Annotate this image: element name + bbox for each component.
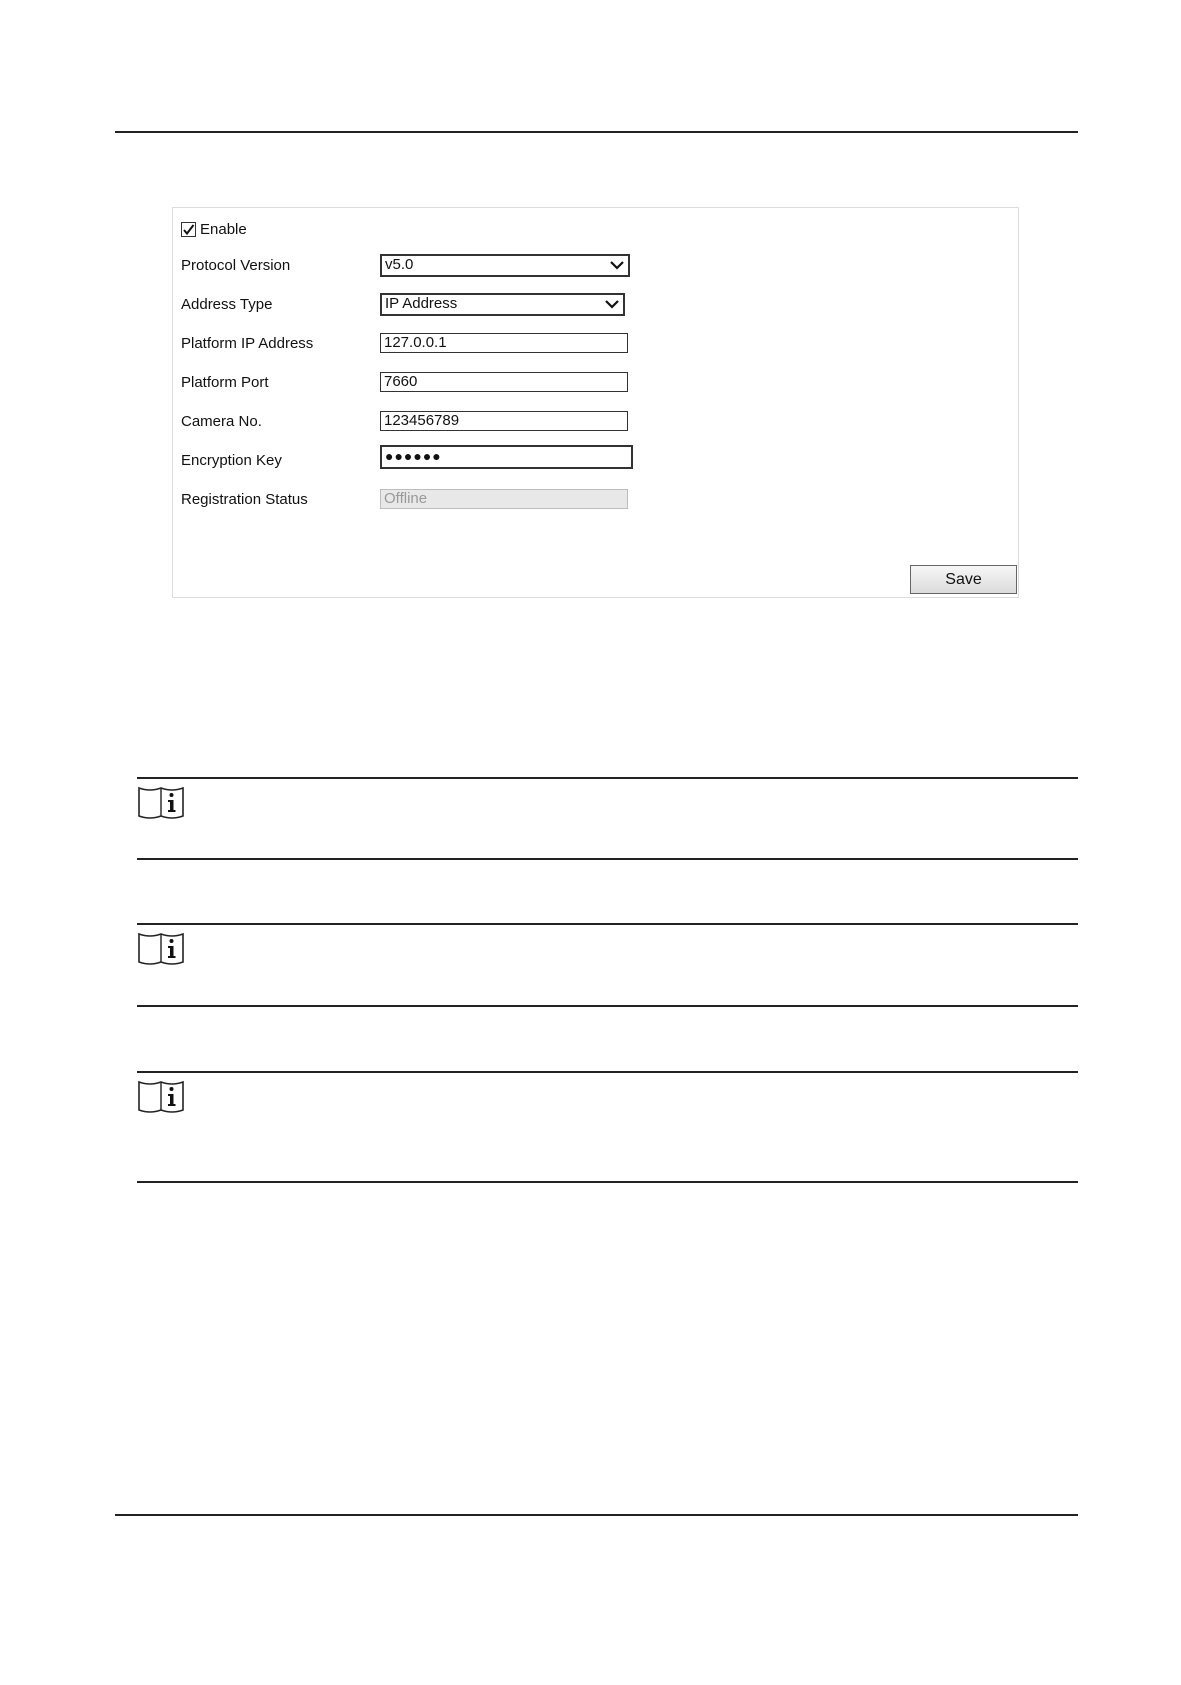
platform-port-label: Platform Port xyxy=(181,374,269,391)
header-rule xyxy=(115,131,1078,133)
camera-no-row xyxy=(181,411,881,433)
chevron-down-icon xyxy=(609,258,625,272)
address-type-label: Address Type xyxy=(181,296,273,313)
camera-no-input[interactable] xyxy=(380,411,628,431)
encryption-key-row xyxy=(181,444,881,469)
footer-rule xyxy=(115,1514,1078,1516)
registration-status-label: Registration Status xyxy=(181,491,308,508)
address-type-select[interactable] xyxy=(380,293,625,316)
address-type-value: IP Address xyxy=(385,295,458,312)
platform-access-panel xyxy=(172,207,1019,598)
protocol-version-select[interactable] xyxy=(380,254,630,277)
platform-ip-label: Platform IP Address xyxy=(181,335,314,352)
checkmark-icon xyxy=(182,223,195,236)
info-book-icon xyxy=(137,1078,185,1116)
encryption-key-input[interactable] xyxy=(380,445,633,469)
info-book-icon xyxy=(137,784,185,822)
camera-no-label: Camera No. xyxy=(181,413,262,430)
platform-port-input[interactable] xyxy=(380,372,628,392)
platform-ip-value: 127.0.0.1 xyxy=(384,334,447,351)
camera-no-value: 123456789 xyxy=(384,412,460,429)
platform-port-row xyxy=(181,372,881,394)
platform-ip-row xyxy=(181,333,881,355)
save-button[interactable]: Save xyxy=(910,565,1017,594)
platform-port-value: 7660 xyxy=(384,373,418,390)
registration-status-field xyxy=(380,489,628,509)
platform-ip-input[interactable] xyxy=(380,333,628,353)
registration-status-value: Offline xyxy=(384,490,428,507)
encryption-key-label: Encryption Key xyxy=(181,452,282,469)
address-type-row xyxy=(181,294,881,316)
note-block xyxy=(137,1071,1078,1183)
enable-checkbox[interactable] xyxy=(181,222,196,237)
info-book-icon xyxy=(137,930,185,968)
protocol-version-label: Protocol Version xyxy=(181,257,291,274)
protocol-version-row xyxy=(181,255,881,277)
registration-status-row xyxy=(181,489,881,511)
encryption-key-value: ●●●●●● xyxy=(385,448,442,464)
note-block xyxy=(137,777,1078,860)
note-block xyxy=(137,923,1078,1007)
enable-label: Enable xyxy=(200,220,247,238)
protocol-version-value: v5.0 xyxy=(385,256,414,273)
enable-row[interactable] xyxy=(181,219,247,239)
chevron-down-icon xyxy=(604,297,620,311)
